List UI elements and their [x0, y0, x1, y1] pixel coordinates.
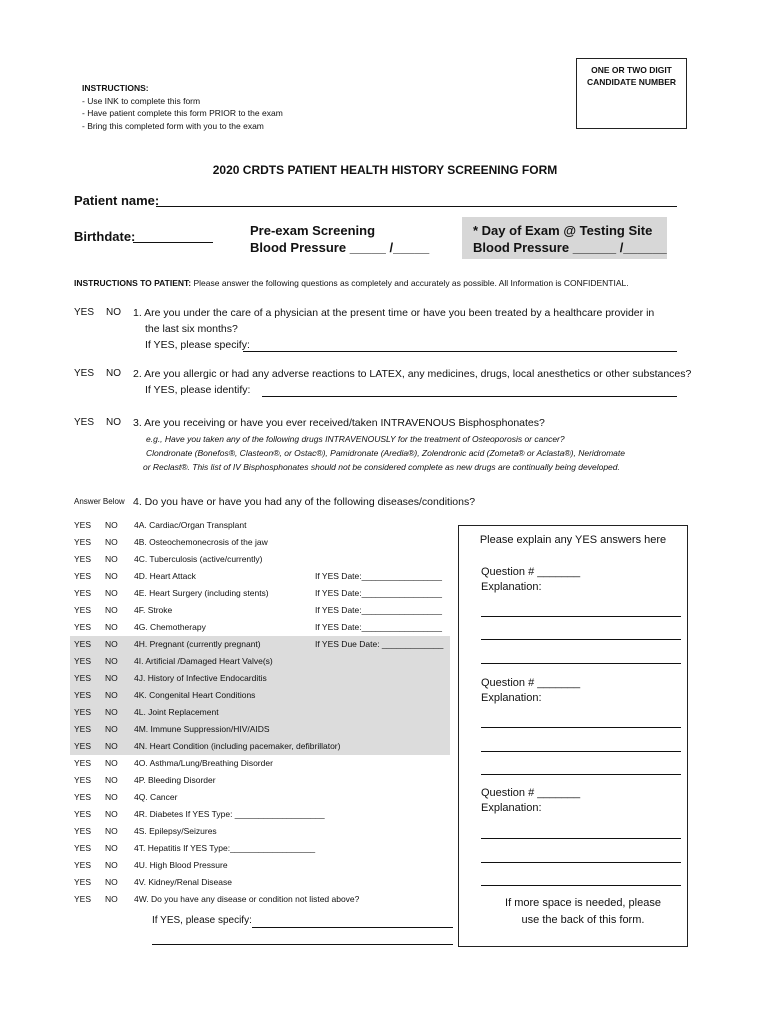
explain-box-title: Please explain any YES answers here: [479, 534, 667, 546]
condition-label: 4T. Hepatitis If YES Type:__________________: [134, 843, 316, 853]
condition-label: 4J. History of Infective Endocarditis: [134, 673, 267, 683]
condition-label: 4B. Osteochemonecrosis of the jaw: [134, 537, 268, 547]
condition-label: 4V. Kidney/Renal Disease: [134, 877, 232, 887]
condition-yes[interactable]: YES: [74, 588, 92, 598]
explanation-line[interactable]: [481, 774, 681, 775]
condition-row: [70, 534, 450, 551]
condition-yes[interactable]: YES: [74, 843, 92, 853]
explanation-line[interactable]: [481, 639, 681, 640]
form-title: 2020 CRDTS PATIENT HEALTH HISTORY SCREENING FORM: [212, 163, 558, 177]
condition-no[interactable]: NO: [105, 520, 118, 530]
condition-label: 4N. Heart Condition (including pacemaker, defibrillator): [134, 741, 341, 751]
condition-no[interactable]: NO: [105, 775, 118, 785]
explanation-line[interactable]: [481, 616, 681, 617]
condition-row: [70, 721, 450, 738]
condition-yes[interactable]: YES: [74, 656, 92, 666]
question-number-label-1[interactable]: Question # _______: [481, 566, 581, 578]
explanation-line[interactable]: [481, 885, 681, 886]
explanation-line[interactable]: [481, 751, 681, 752]
condition-label: 4G. Chemotherapy: [134, 622, 206, 632]
explanation-label-3: Explanation:: [481, 802, 542, 814]
q2-no[interactable]: NO: [106, 368, 121, 379]
q1-line3: If YES, please specify:: [145, 339, 250, 351]
condition-no[interactable]: NO: [105, 605, 118, 615]
condition-yes[interactable]: YES: [74, 673, 92, 683]
condition-row: [70, 738, 450, 755]
condition-row: [70, 636, 450, 653]
q3-yes[interactable]: YES: [74, 417, 95, 428]
condition-label: 4A. Cardiac/Organ Transplant: [134, 520, 247, 530]
condition-label: 4K. Congenital Heart Conditions: [134, 690, 256, 700]
condition-no[interactable]: NO: [105, 741, 118, 751]
condition-yes[interactable]: YES: [74, 690, 92, 700]
condition-row: [70, 619, 450, 636]
condition-yes[interactable]: YES: [74, 520, 92, 530]
condition-no[interactable]: NO: [105, 707, 118, 717]
question-number-label-2[interactable]: Question # _______: [481, 677, 581, 689]
dayexam-line1: * Day of Exam @ Testing Site: [473, 223, 653, 238]
condition-no[interactable]: NO: [105, 843, 118, 853]
explanation-line[interactable]: [481, 663, 681, 664]
q1-no[interactable]: NO: [106, 307, 121, 318]
condition-no[interactable]: NO: [105, 894, 118, 904]
form-instructions: [82, 82, 283, 132]
preexam-line2: Blood Pressure _____ /_____: [250, 240, 430, 255]
condition-label: 4W. Do you have any disease or condition not listed above?: [134, 894, 360, 904]
condition-label: 4C. Tuberculosis (active/currently): [134, 554, 263, 564]
condition-row: [70, 789, 450, 806]
q2-identify-field[interactable]: [262, 396, 677, 397]
q2-line1: 2. Are you allergic or had any adverse reactions to LATEX, any medicines, drugs, local anesthetics or other substances?: [133, 368, 692, 380]
q1-line2: the last six months?: [145, 323, 238, 335]
condition-yes[interactable]: YES: [74, 826, 92, 836]
condition-label: 4R. Diabetes If YES Type: ___________________: [134, 809, 325, 819]
day-of-exam-blood-pressure[interactable]: [473, 222, 667, 256]
condition-yes[interactable]: YES: [74, 554, 92, 564]
instruction-line: - Use INK to complete this form: [82, 95, 201, 106]
q1-yes[interactable]: YES: [74, 307, 95, 318]
condition-yes[interactable]: YES: [74, 605, 92, 615]
condition-no[interactable]: NO: [105, 554, 118, 564]
condition-label: 4U. High Blood Pressure: [134, 860, 228, 870]
condition-row: [70, 806, 450, 823]
condition-yes[interactable]: YES: [74, 707, 92, 717]
condition-yes[interactable]: YES: [74, 894, 92, 904]
condition-yes[interactable]: YES: [74, 622, 92, 632]
condition-yes[interactable]: YES: [74, 792, 92, 802]
q3-example-line3: or Reclast®. This list of IV Bisphosphonates should not be considered complete as new drugs are continually being developed.: [143, 462, 620, 472]
condition-yes[interactable]: YES: [74, 775, 92, 785]
condition-row: [70, 755, 450, 772]
condition-yes[interactable]: YES: [74, 758, 92, 768]
condition-yes[interactable]: YES: [74, 639, 92, 649]
condition-no[interactable]: NO: [105, 690, 118, 700]
condition-no[interactable]: NO: [105, 622, 118, 632]
condition-row: [70, 857, 450, 874]
q2-line2: If YES, please identify:: [145, 384, 251, 396]
dayexam-line2: Blood Pressure ______ /______: [473, 240, 667, 255]
condition-row: [70, 551, 450, 568]
question-2: [133, 366, 691, 398]
condition-yes[interactable]: YES: [74, 877, 92, 887]
condition-no[interactable]: NO: [105, 588, 118, 598]
condition-row: [70, 602, 450, 619]
condition-date-field[interactable]: If YES Date:_________________: [315, 588, 442, 598]
condition-label: 4Q. Cancer: [134, 792, 178, 802]
question-3: 3. Are you receiving or have you ever received/taken INTRAVENOUS Bisphosphonates?: [133, 417, 545, 429]
condition-row: [70, 823, 450, 840]
instructions-heading: INSTRUCTIONS:: [82, 83, 149, 93]
condition-no[interactable]: NO: [105, 537, 118, 547]
condition-label: 4D. Heart Attack: [134, 571, 196, 581]
condition-row: [70, 874, 450, 891]
question-4: 4. Do you have or have you had any of the following diseases/conditions?: [133, 496, 476, 508]
condition-no[interactable]: NO: [105, 826, 118, 836]
preexam-line1: Pre-exam Screening: [250, 223, 376, 238]
condition-label: 4L. Joint Replacement: [134, 707, 219, 717]
conditions-list: [70, 517, 450, 908]
condition-row: [70, 687, 450, 704]
question-1: [133, 305, 654, 353]
condition-no[interactable]: NO: [105, 656, 118, 666]
condition-row: [70, 653, 450, 670]
condition-label: 4H. Pregnant (currently pregnant): [134, 639, 261, 649]
q3-example-line1: e.g., Have you taken any of the following drugs INTRAVENOUSLY for the treatment of Osteoporosis or cancer?: [146, 434, 565, 444]
condition-yes[interactable]: YES: [74, 741, 92, 751]
condition-no[interactable]: NO: [105, 758, 118, 768]
q3-no[interactable]: NO: [106, 417, 121, 428]
condition-yes[interactable]: YES: [74, 724, 92, 734]
explain-footer-line2: use the back of this form.: [521, 914, 645, 926]
condition-row: [70, 568, 450, 585]
condition-date-field[interactable]: If YES Date:_________________: [315, 605, 442, 615]
condition-date-field[interactable]: If YES Date:_________________: [315, 571, 442, 581]
explanation-label-1: Explanation:: [481, 581, 542, 593]
patient-name-field[interactable]: [156, 206, 677, 207]
condition-no[interactable]: NO: [105, 860, 118, 870]
birthdate-field[interactable]: [133, 242, 213, 243]
candidate-label-line2: CANDIDATE NUMBER: [586, 77, 677, 87]
condition-row: [70, 891, 450, 908]
patient-instructions: [74, 278, 629, 288]
patient-name-label: Patient name:: [74, 193, 160, 208]
condition-date-field[interactable]: If YES Due Date: _____________: [315, 639, 444, 649]
preexam-blood-pressure[interactable]: [250, 222, 429, 256]
q4w-specify-field[interactable]: [252, 927, 453, 928]
q1-line1: 1. Are you under the care of a physician at the present time or have you been treated by a healthcare provider in: [133, 307, 655, 319]
instruction-line: - Bring this completed form with you to the exam: [82, 120, 264, 131]
condition-label: 4S. Epilepsy/Seizures: [134, 826, 217, 836]
condition-no[interactable]: NO: [105, 809, 118, 819]
condition-no[interactable]: NO: [105, 877, 118, 887]
condition-no[interactable]: NO: [105, 571, 118, 581]
condition-label: 4I. Artificial /Damaged Heart Valve(s): [134, 656, 273, 666]
condition-yes[interactable]: YES: [74, 809, 92, 819]
condition-label: 4O. Asthma/Lung/Breathing Disorder: [134, 758, 273, 768]
q2-yes[interactable]: YES: [74, 368, 95, 379]
explanation-line[interactable]: [481, 727, 681, 728]
patient-instructions-text: Please answer the following questions as completely and accurately as possible. All Information is CONFIDENTIAL.: [191, 278, 629, 288]
patient-instructions-bold: INSTRUCTIONS TO PATIENT:: [74, 278, 192, 288]
condition-no[interactable]: NO: [105, 724, 118, 734]
explanation-line[interactable]: [481, 862, 681, 863]
condition-label: 4P. Bleeding Disorder: [134, 775, 216, 785]
instruction-line: - Have patient complete this form PRIOR to the exam: [82, 108, 283, 118]
q3-example-line2: Clondronate (Bonefos®, Clasteon®, or Ostac®), Pamidronate (Aredia®), Zolendronic acid (Zometa® or Aclasta®), Neridromate: [146, 448, 625, 458]
q4w-specify-label: If YES, please specify:: [152, 915, 252, 926]
birthdate-label: Birthdate:: [74, 229, 136, 244]
condition-row: [70, 704, 450, 721]
condition-yes[interactable]: YES: [74, 537, 92, 547]
condition-row: [70, 585, 450, 602]
q4w-specify-field-2[interactable]: [152, 944, 453, 945]
question-number-label-3[interactable]: Question # _______: [481, 787, 581, 799]
condition-yes[interactable]: YES: [74, 860, 92, 870]
explanation-line[interactable]: [481, 838, 681, 839]
candidate-number-box[interactable]: [576, 58, 687, 129]
condition-row: [70, 840, 450, 857]
condition-row: [70, 517, 450, 534]
answer-below-label: Answer Below: [74, 497, 125, 506]
condition-row: [70, 670, 450, 687]
condition-label: 4E. Heart Surgery (including stents): [134, 588, 269, 598]
condition-label: 4F. Stroke: [134, 605, 173, 615]
condition-date-field[interactable]: If YES Date:_________________: [315, 622, 442, 632]
condition-no[interactable]: NO: [105, 639, 118, 649]
explain-footer-line1: If more space is needed, please: [505, 897, 661, 909]
condition-row: [70, 772, 450, 789]
condition-label: 4M. Immune Suppression/HIV/AIDS: [134, 724, 270, 734]
candidate-label-line1: ONE OR TWO DIGIT: [591, 65, 672, 75]
q1-specify-field[interactable]: [243, 351, 677, 352]
condition-no[interactable]: NO: [105, 673, 118, 683]
condition-yes[interactable]: YES: [74, 571, 92, 581]
explanation-label-2: Explanation:: [481, 692, 542, 704]
condition-no[interactable]: NO: [105, 792, 118, 802]
